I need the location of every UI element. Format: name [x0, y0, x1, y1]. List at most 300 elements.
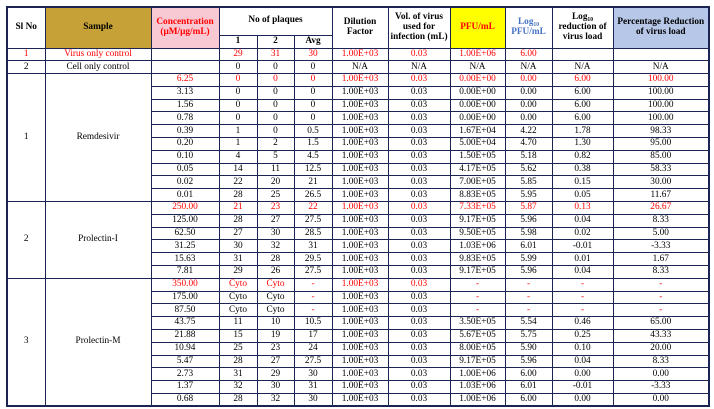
- cell-plaques-2: 26: [257, 266, 294, 279]
- cell-plaques-2: 0: [257, 74, 294, 87]
- cell-log10-pfu: -: [505, 291, 552, 304]
- cell-pfu: 1.00E+06: [450, 368, 505, 381]
- cell-plaques-avg: 30: [294, 368, 332, 381]
- cell-plaques-2: 32: [257, 394, 294, 407]
- cell-dilution-factor: 1.00E+03: [332, 48, 388, 61]
- cell-plaques-avg: 4.5: [294, 150, 332, 163]
- cell-plaques-2: 0: [257, 61, 294, 74]
- cell-log10-pfu: 5.96: [505, 355, 552, 368]
- cell-pct-reduction: 30.00: [613, 176, 709, 189]
- cell-vol-virus: 0.03: [388, 86, 450, 99]
- cell-vol-virus: 0.03: [388, 125, 450, 138]
- col-header-pfu: PFU/mL: [450, 7, 505, 48]
- cell-log10-reduction: 6.00: [552, 86, 613, 99]
- cell-log10-pfu: 5.90: [505, 342, 552, 355]
- cell-dilution-factor: 1.00E+03: [332, 227, 388, 240]
- cell-plaques-1: 0: [219, 74, 257, 87]
- cell-concentration: 175.00: [151, 291, 219, 304]
- cell-plaques-avg: 0: [294, 74, 332, 87]
- cell-dilution-factor: 1.00E+03: [332, 381, 388, 394]
- cell-concentration: 0.68: [151, 394, 219, 407]
- cell-vol-virus: 0.03: [388, 163, 450, 176]
- cell-concentration: 15.63: [151, 253, 219, 266]
- cell-log10-pfu: 5.18: [505, 150, 552, 163]
- cell-pct-reduction: 0.00: [613, 368, 709, 381]
- cell-pct-reduction: 8.33: [613, 214, 709, 227]
- cell-plaques-avg: 27.5: [294, 355, 332, 368]
- cell-plaques-2: 11: [257, 163, 294, 176]
- cell-log10-reduction: 0.04: [552, 266, 613, 279]
- cell-pfu: 0.00E+00: [450, 74, 505, 87]
- cell-vol-virus: 0.03: [388, 99, 450, 112]
- cell-pct-reduction: -3.33: [613, 381, 709, 394]
- cell-vol-virus: 0.03: [388, 189, 450, 202]
- cell-log10-pfu: 6.01: [505, 381, 552, 394]
- cell-log10-reduction: 1.30: [552, 138, 613, 151]
- cell-dilution-factor: 1.00E+03: [332, 176, 388, 189]
- cell-sample: Prolectin-I: [45, 202, 151, 279]
- cell-plaques-avg: 0: [294, 112, 332, 125]
- col-header-vol-virus: Vol. of virus used for infection (mL): [388, 7, 450, 48]
- cell-plaques-1: 28: [219, 355, 257, 368]
- cell-vol-virus: N/A: [388, 61, 450, 74]
- cell-plaques-avg: 12.5: [294, 163, 332, 176]
- cell-log10-reduction: 0.01: [552, 253, 613, 266]
- cell-pfu: 4.17E+05: [450, 163, 505, 176]
- cell-log10-reduction: 0.25: [552, 330, 613, 343]
- table-row: [7, 74, 709, 87]
- cell-plaques-avg: -: [294, 291, 332, 304]
- cell-plaques-2: 30: [257, 227, 294, 240]
- cell-vol-virus: 0.03: [388, 112, 450, 125]
- cell-pct-reduction: 26.67: [613, 202, 709, 215]
- cell-concentration: 0.05: [151, 163, 219, 176]
- cell-concentration: 21.88: [151, 330, 219, 343]
- cell-pfu: 7.33E+05: [450, 202, 505, 215]
- cell-plaques-2: 30: [257, 381, 294, 394]
- cell-pct-reduction: 1.67: [613, 253, 709, 266]
- cell-pct-reduction: 65.00: [613, 317, 709, 330]
- cell-pfu: 1.50E+05: [450, 150, 505, 163]
- cell-log10-pfu: 5.99: [505, 253, 552, 266]
- cell-plaques-1: 31: [219, 368, 257, 381]
- cell-concentration: [151, 61, 219, 74]
- cell-sample: Virus only control: [45, 48, 151, 61]
- cell-vol-virus: 0.03: [388, 355, 450, 368]
- cell-plaques-2: 5: [257, 150, 294, 163]
- cell-vol-virus: 0.03: [388, 202, 450, 215]
- cell-plaques-2: 29: [257, 368, 294, 381]
- cell-log10-reduction: 0.02: [552, 227, 613, 240]
- col-header-plaque-2: 2: [257, 35, 294, 48]
- cell-pfu: 8.83E+05: [450, 189, 505, 202]
- cell-dilution-factor: 1.00E+03: [332, 125, 388, 138]
- cell-plaques-avg: 31: [294, 240, 332, 253]
- cell-plaques-avg: 26.5: [294, 189, 332, 202]
- cell-concentration: 31.25: [151, 240, 219, 253]
- col-header-plaque-avg: Avg: [294, 35, 332, 48]
- cell-pfu: 9.17E+05: [450, 214, 505, 227]
- cell-plaques-1: 14: [219, 163, 257, 176]
- cell-pct-reduction: 8.33: [613, 355, 709, 368]
- cell-plaques-2: 20: [257, 176, 294, 189]
- cell-pfu: -: [450, 278, 505, 291]
- cell-pct-reduction: 20.00: [613, 342, 709, 355]
- table-row: [7, 202, 709, 215]
- cell-plaques-2: 23: [257, 342, 294, 355]
- cell-pfu: 0.00E+00: [450, 112, 505, 125]
- cell-plaques-avg: 17: [294, 330, 332, 343]
- cell-log10-reduction: -: [552, 291, 613, 304]
- cell-log10-reduction: -0.01: [552, 240, 613, 253]
- cell-log10-reduction: 0.13: [552, 202, 613, 215]
- cell-concentration: 0.78: [151, 112, 219, 125]
- cell-log10-pfu: 5.95: [505, 189, 552, 202]
- col-header-log10-reduction: Log₁₀ reduction of virus load: [552, 7, 613, 48]
- cell-pct-reduction: 85.00: [613, 150, 709, 163]
- cell-plaques-1: 25: [219, 342, 257, 355]
- cell-log10-pfu: 5.75: [505, 330, 552, 343]
- cell-pfu: 1.03E+06: [450, 240, 505, 253]
- cell-plaques-2: 31: [257, 48, 294, 61]
- cell-pct-reduction: 100.00: [613, 112, 709, 125]
- cell-plaques-1: 0: [219, 99, 257, 112]
- cell-plaques-1: 1: [219, 138, 257, 151]
- cell-plaques-1: 0: [219, 61, 257, 74]
- cell-plaques-avg: 24: [294, 342, 332, 355]
- cell-log10-reduction: -: [552, 304, 613, 317]
- cell-pct-reduction: 100.00: [613, 99, 709, 112]
- cell-dilution-factor: N/A: [332, 61, 388, 74]
- cell-plaques-avg: 0: [294, 99, 332, 112]
- cell-plaques-2: 28: [257, 253, 294, 266]
- cell-pfu: 5.67E+05: [450, 330, 505, 343]
- cell-vol-virus: 0.03: [388, 74, 450, 87]
- cell-log10-pfu: 0.00: [505, 112, 552, 125]
- cell-sample: Remdesivir: [45, 74, 151, 202]
- cell-plaques-1: Cyto: [219, 291, 257, 304]
- cell-pct-reduction: 43.33: [613, 330, 709, 343]
- cell-plaques-2: 0: [257, 125, 294, 138]
- plaque-assay-table: [6, 6, 710, 407]
- cell-log10-reduction: 0.04: [552, 214, 613, 227]
- cell-plaques-avg: 21: [294, 176, 332, 189]
- cell-plaques-1: Cyto: [219, 304, 257, 317]
- cell-plaques-avg: 30: [294, 394, 332, 407]
- cell-sample: Cell only control: [45, 61, 151, 74]
- cell-log10-pfu: 0.00: [505, 74, 552, 87]
- cell-plaques-avg: 0.5: [294, 125, 332, 138]
- cell-concentration: 62.50: [151, 227, 219, 240]
- cell-pfu: 9.50E+05: [450, 227, 505, 240]
- cell-vol-virus: 0.03: [388, 342, 450, 355]
- cell-dilution-factor: 1.00E+03: [332, 278, 388, 291]
- cell-concentration: 2.73: [151, 368, 219, 381]
- cell-vol-virus: 0.03: [388, 330, 450, 343]
- cell-plaques-avg: 0: [294, 61, 332, 74]
- cell-log10-reduction: 0.46: [552, 317, 613, 330]
- cell-plaques-1: Cyto: [219, 278, 257, 291]
- cell-log10-pfu: 5.62: [505, 163, 552, 176]
- cell-plaques-2: Cyto: [257, 304, 294, 317]
- cell-dilution-factor: 1.00E+03: [332, 342, 388, 355]
- col-header-pct-reduction: Percentage Reduction of virus load: [613, 7, 709, 48]
- cell-log10-reduction: 0.04: [552, 355, 613, 368]
- cell-dilution-factor: 1.00E+03: [332, 317, 388, 330]
- cell-sl-no: 1: [7, 48, 45, 61]
- cell-dilution-factor: 1.00E+03: [332, 163, 388, 176]
- cell-sample: Prolectin-M: [45, 278, 151, 406]
- cell-plaques-2: 2: [257, 138, 294, 151]
- cell-log10-reduction: 6.00: [552, 74, 613, 87]
- cell-concentration: 3.13: [151, 86, 219, 99]
- cell-vol-virus: 0.03: [388, 291, 450, 304]
- cell-plaques-2: 0: [257, 86, 294, 99]
- cell-plaques-1: 21: [219, 202, 257, 215]
- cell-plaques-1: 1: [219, 125, 257, 138]
- cell-concentration: 250.00: [151, 202, 219, 215]
- cell-pfu: 5.00E+04: [450, 138, 505, 151]
- cell-vol-virus: 0.03: [388, 381, 450, 394]
- cell-pct-reduction: 58.33: [613, 163, 709, 176]
- cell-vol-virus: 0.03: [388, 176, 450, 189]
- cell-concentration: 43.75: [151, 317, 219, 330]
- cell-log10-reduction: -: [552, 278, 613, 291]
- cell-log10-pfu: -: [505, 304, 552, 317]
- cell-concentration: 5.47: [151, 355, 219, 368]
- cell-pfu: 3.50E+05: [450, 317, 505, 330]
- cell-log10-pfu: 5.98: [505, 227, 552, 240]
- cell-log10-pfu: N/A: [505, 61, 552, 74]
- cell-plaques-1: 27: [219, 227, 257, 240]
- cell-pct-reduction: 8.33: [613, 266, 709, 279]
- cell-sl-no: 3: [7, 278, 45, 406]
- cell-log10-reduction: 0.38: [552, 163, 613, 176]
- cell-pfu: 8.00E+05: [450, 342, 505, 355]
- cell-plaques-1: 28: [219, 214, 257, 227]
- cell-plaques-avg: 1.5: [294, 138, 332, 151]
- cell-plaques-avg: 10.5: [294, 317, 332, 330]
- cell-log10-pfu: 0.00: [505, 99, 552, 112]
- cell-log10-reduction: 0.10: [552, 342, 613, 355]
- cell-concentration: 0.39: [151, 125, 219, 138]
- cell-dilution-factor: 1.00E+03: [332, 394, 388, 407]
- cell-sl-no: 2: [7, 61, 45, 74]
- cell-vol-virus: 0.03: [388, 253, 450, 266]
- cell-log10-reduction: 1.78: [552, 125, 613, 138]
- table-row: [7, 48, 709, 61]
- cell-sl-no: 1: [7, 74, 45, 202]
- col-header-plaque-1: 1: [219, 35, 257, 48]
- cell-concentration: 6.25: [151, 74, 219, 87]
- cell-sl-no: 2: [7, 202, 45, 279]
- cell-concentration: 0.20: [151, 138, 219, 151]
- cell-log10-reduction: 6.00: [552, 112, 613, 125]
- cell-log10-reduction: -0.01: [552, 381, 613, 394]
- cell-vol-virus: 0.03: [388, 394, 450, 407]
- cell-pfu: N/A: [450, 61, 505, 74]
- cell-plaques-2: 32: [257, 240, 294, 253]
- cell-dilution-factor: 1.00E+03: [332, 240, 388, 253]
- cell-pfu: 9.17E+05: [450, 355, 505, 368]
- cell-log10-reduction: 6.00: [552, 99, 613, 112]
- cell-pct-reduction: -: [613, 291, 709, 304]
- cell-concentration: 1.37: [151, 381, 219, 394]
- cell-plaques-2: 19: [257, 330, 294, 343]
- cell-dilution-factor: 1.00E+03: [332, 266, 388, 279]
- cell-concentration: 125.00: [151, 214, 219, 227]
- cell-plaques-1: 15: [219, 330, 257, 343]
- cell-concentration: 87.50: [151, 304, 219, 317]
- cell-concentration: 1.56: [151, 99, 219, 112]
- col-header-dilution-factor: Dilution Factor: [332, 7, 388, 48]
- cell-vol-virus: 0.03: [388, 214, 450, 227]
- cell-plaques-1: 29: [219, 48, 257, 61]
- cell-dilution-factor: 1.00E+03: [332, 189, 388, 202]
- cell-concentration: [151, 48, 219, 61]
- cell-dilution-factor: 1.00E+03: [332, 291, 388, 304]
- cell-pct-reduction: 98.33: [613, 125, 709, 138]
- cell-log10-pfu: 5.96: [505, 214, 552, 227]
- cell-dilution-factor: 1.00E+03: [332, 304, 388, 317]
- col-header-concentration: Concentration (μM/μg/mL): [151, 7, 219, 48]
- cell-pfu: 1.03E+06: [450, 381, 505, 394]
- cell-vol-virus: 0.03: [388, 266, 450, 279]
- col-header-sl-no: Sl No: [7, 7, 45, 48]
- cell-log10-pfu: -: [505, 278, 552, 291]
- cell-dilution-factor: 1.00E+03: [332, 150, 388, 163]
- cell-pct-reduction: -3.33: [613, 240, 709, 253]
- cell-log10-pfu: 6.00: [505, 48, 552, 61]
- cell-concentration: 7.81: [151, 266, 219, 279]
- cell-dilution-factor: 1.00E+03: [332, 214, 388, 227]
- cell-concentration: 350.00: [151, 278, 219, 291]
- cell-log10-pfu: 6.00: [505, 368, 552, 381]
- cell-vol-virus: 0.03: [388, 317, 450, 330]
- cell-dilution-factor: 1.00E+03: [332, 74, 388, 87]
- cell-pfu: -: [450, 291, 505, 304]
- cell-plaques-2: 0: [257, 99, 294, 112]
- cell-plaques-2: 0: [257, 112, 294, 125]
- cell-plaques-avg: 30: [294, 48, 332, 61]
- cell-plaques-1: 22: [219, 176, 257, 189]
- cell-plaques-avg: 28.5: [294, 227, 332, 240]
- cell-pct-reduction: 0.00: [613, 394, 709, 407]
- cell-plaques-1: 32: [219, 381, 257, 394]
- cell-vol-virus: 0.03: [388, 240, 450, 253]
- cell-log10-pfu: 4.70: [505, 138, 552, 151]
- cell-log10-pfu: 4.22: [505, 125, 552, 138]
- cell-plaques-avg: 22: [294, 202, 332, 215]
- cell-plaques-1: 29: [219, 266, 257, 279]
- cell-concentration: 10.94: [151, 342, 219, 355]
- cell-log10-reduction: [552, 48, 613, 61]
- cell-dilution-factor: 1.00E+03: [332, 86, 388, 99]
- cell-plaques-1: 4: [219, 150, 257, 163]
- header-row-main: [7, 7, 709, 35]
- cell-vol-virus: 0.03: [388, 368, 450, 381]
- cell-plaques-avg: 27.5: [294, 266, 332, 279]
- cell-concentration: 0.10: [151, 150, 219, 163]
- cell-plaques-2: Cyto: [257, 291, 294, 304]
- cell-pfu: 0.00E+00: [450, 99, 505, 112]
- cell-concentration: 0.02: [151, 176, 219, 189]
- cell-pfu: 1.67E+04: [450, 125, 505, 138]
- col-header-log10-pfu: Log₁₀ PFU/mL: [505, 7, 552, 48]
- cell-dilution-factor: 1.00E+03: [332, 99, 388, 112]
- cell-pct-reduction: 95.00: [613, 138, 709, 151]
- cell-log10-pfu: 5.87: [505, 202, 552, 215]
- cell-pfu: 9.83E+05: [450, 253, 505, 266]
- cell-plaques-1: 28: [219, 394, 257, 407]
- cell-dilution-factor: 1.00E+03: [332, 368, 388, 381]
- cell-dilution-factor: 1.00E+03: [332, 202, 388, 215]
- cell-pfu: 0.00E+00: [450, 86, 505, 99]
- cell-plaques-2: 27: [257, 214, 294, 227]
- cell-plaques-avg: -: [294, 304, 332, 317]
- cell-pct-reduction: 5.00: [613, 227, 709, 240]
- cell-vol-virus: 0.03: [388, 227, 450, 240]
- cell-plaques-1: 31: [219, 253, 257, 266]
- cell-pfu: 1.00E+06: [450, 48, 505, 61]
- cell-dilution-factor: 1.00E+03: [332, 112, 388, 125]
- cell-log10-pfu: 6.00: [505, 394, 552, 407]
- cell-plaques-2: Cyto: [257, 278, 294, 291]
- cell-pct-reduction: -: [613, 304, 709, 317]
- cell-plaques-1: 0: [219, 86, 257, 99]
- col-header-no-of-plaques: No of plaques: [219, 7, 332, 35]
- cell-plaques-1: 11: [219, 317, 257, 330]
- cell-vol-virus: 0.03: [388, 48, 450, 61]
- cell-plaques-2: 27: [257, 355, 294, 368]
- cell-log10-pfu: 6.01: [505, 240, 552, 253]
- cell-pct-reduction: [613, 48, 709, 61]
- cell-log10-reduction: 0.15: [552, 176, 613, 189]
- cell-dilution-factor: 1.00E+03: [332, 253, 388, 266]
- cell-pfu: 7.00E+05: [450, 176, 505, 189]
- col-header-sample: Sample: [45, 7, 151, 48]
- cell-log10-reduction: 0.05: [552, 189, 613, 202]
- cell-pct-reduction: 100.00: [613, 86, 709, 99]
- cell-log10-reduction: 0.00: [552, 368, 613, 381]
- cell-log10-reduction: 0.00: [552, 394, 613, 407]
- cell-pct-reduction: -: [613, 278, 709, 291]
- cell-pfu: -: [450, 304, 505, 317]
- cell-log10-pfu: 5.85: [505, 176, 552, 189]
- cell-pfu: 9.17E+05: [450, 266, 505, 279]
- cell-plaques-avg: 0: [294, 86, 332, 99]
- cell-log10-pfu: 5.96: [505, 266, 552, 279]
- table-row: [7, 61, 709, 74]
- cell-plaques-avg: -: [294, 278, 332, 291]
- cell-log10-pfu: 0.00: [505, 86, 552, 99]
- cell-vol-virus: 0.03: [388, 278, 450, 291]
- cell-pct-reduction: 11.67: [613, 189, 709, 202]
- cell-plaques-avg: 29.5: [294, 253, 332, 266]
- cell-dilution-factor: 1.00E+03: [332, 138, 388, 151]
- cell-plaques-avg: 31: [294, 381, 332, 394]
- cell-plaques-1: 0: [219, 112, 257, 125]
- cell-vol-virus: 0.03: [388, 138, 450, 151]
- cell-plaques-1: 30: [219, 240, 257, 253]
- cell-plaques-2: 25: [257, 189, 294, 202]
- cell-plaques-2: 10: [257, 317, 294, 330]
- cell-plaques-2: 23: [257, 202, 294, 215]
- cell-concentration: 0.01: [151, 189, 219, 202]
- cell-vol-virus: 0.03: [388, 150, 450, 163]
- cell-pct-reduction: N/A: [613, 61, 709, 74]
- table-row: [7, 278, 709, 291]
